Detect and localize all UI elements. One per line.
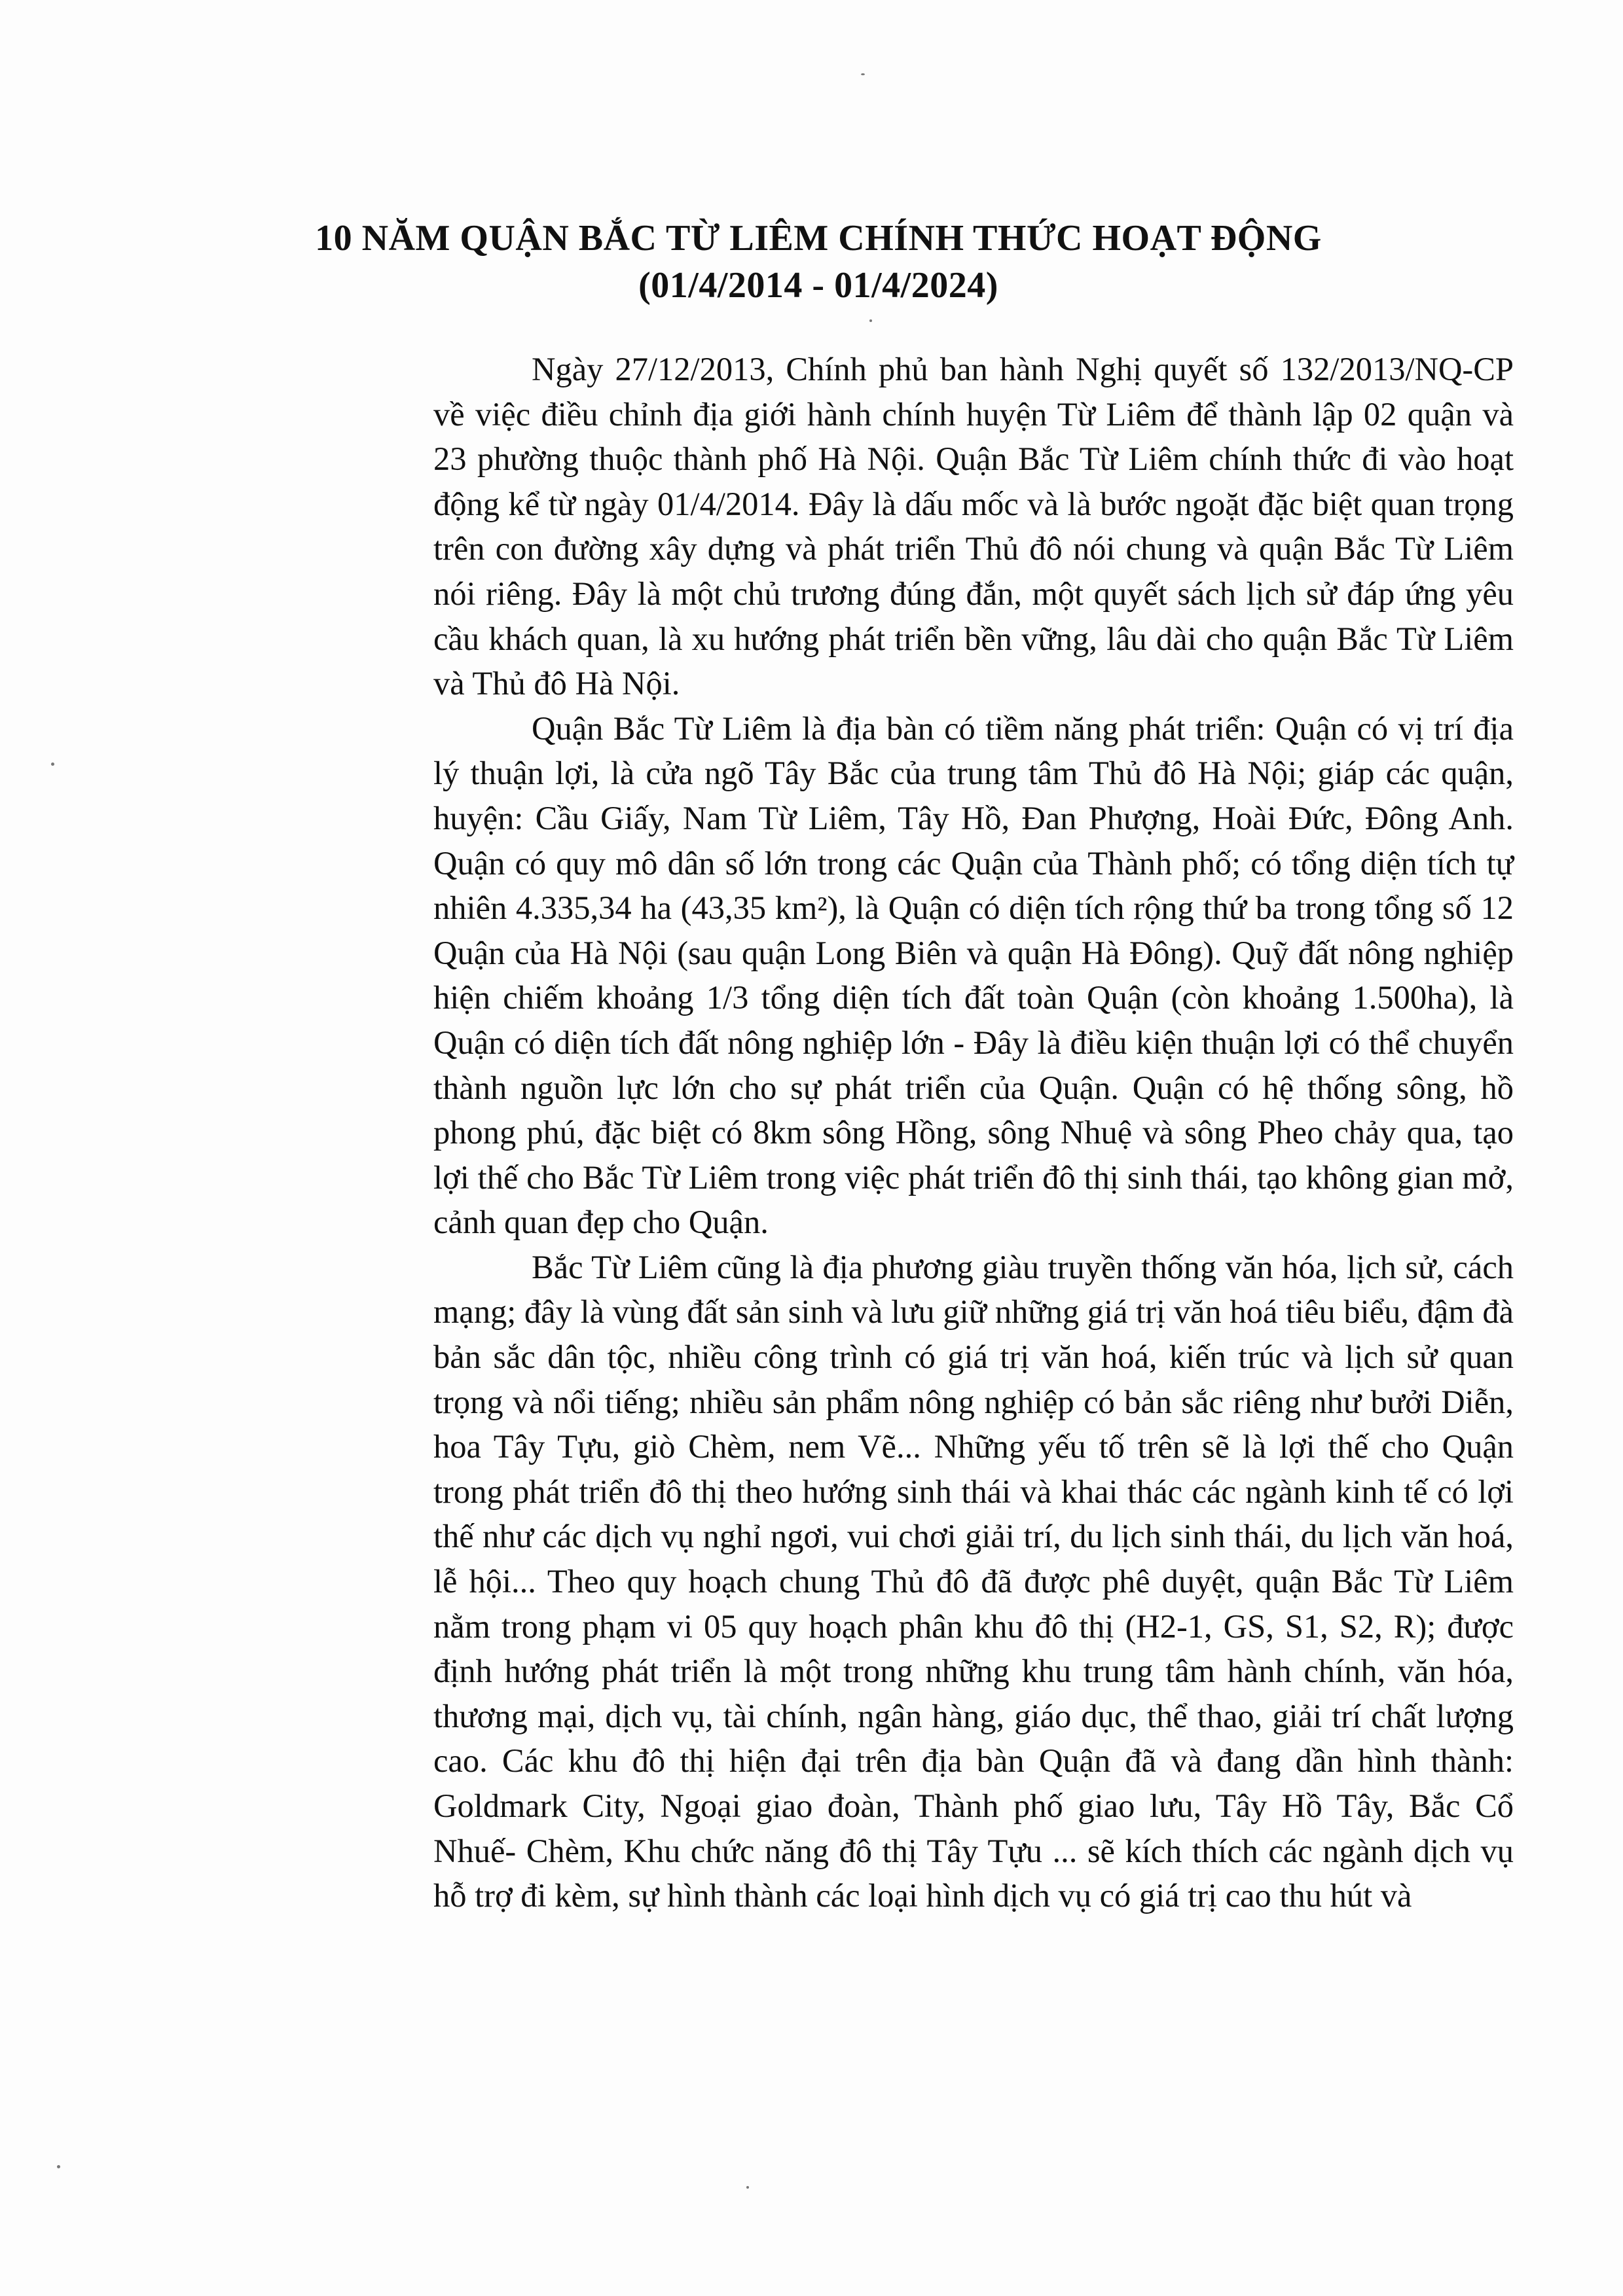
scan-speck	[861, 73, 865, 75]
paragraph-1: Ngày 27/12/2013, Chính phủ ban hành Nghị quyết số 132/2013/NQ-CP về việc điều chỉnh địa giới hành chính huyện Từ Liêm để thành lập 02 quận và 23 phường thuộc thành phố Hà Nội. Quận Bắc Từ Liêm chính thức đi vào hoạt động kể từ ngày 01/4/2014. Đây là dấu mốc và là bước ngoặt đặc biệt quan trọng trên con đường xây dựng và phát triển Thủ đô nói chung và quận Bắc Từ Liêm nói riêng. Đây là một chủ trương đúng đắn, một quyết sách lịch sử đáp ứng yêu cầu khách quan, là xu hướng phát triển bền vững, lâu dài cho quận Bắc Từ Liêm và Thủ đô Hà Nội.	[433, 351, 1514, 702]
document-title: 10 NĂM QUẬN BẮC TỪ LIÊM CHÍNH THỨC HOẠT ĐỘNG	[315, 218, 1322, 259]
document-subtitle-dates: (01/4/2014 - 01/4/2024)	[638, 265, 998, 306]
scan-speck	[57, 2165, 60, 2168]
document-body	[433, 347, 1514, 1918]
paragraph-2: Quận Bắc Từ Liêm là địa bàn có tiềm năng phát triển: Quận có vị trí địa lý thuận lợi, là cửa ngõ Tây Bắc của trung tâm Thủ đô Hà Nội; giáp các quận, huyện: Cầu Giấy, Nam Từ Liêm, Tây Hồ, Đan Phượng, Hoài Đức, Đông Anh. Quận có quy mô dân số lớn trong các Quận của Thành phố; có tổng diện tích tự nhiên 4.335,34 ha (43,35 km²), là Quận có diện tích rộng thứ ba trong tổng số 12 Quận của Hà Nội (sau quận Long Biên và quận Hà Đông). Quỹ đất nông nghiệp hiện chiếm khoảng 1/3 tổng diện tích đất toàn Quận (còn khoảng 1.500ha), là Quận có diện tích đất nông nghiệp lớn - Đây là điều kiện thuận lợi có thể chuyển thành nguồn lực lớn cho sự phát triển của Quận. Quận có hệ thống sông, hồ phong phú, đặc biệt có 8km sông Hồng, sông Nhuệ và sông Pheo chảy qua, tạo lợi thế cho Bắc Từ Liêm trong việc phát triển đô thị sinh thái, tạo không gian mở, cảnh quan đẹp cho Quận.	[433, 709, 1514, 1241]
paragraph-3: Bắc Từ Liêm cũng là địa phương giàu truyền thống văn hóa, lịch sử, cách mạng; đây là vùng đất sản sinh và lưu giữ những giá trị văn hoá tiêu biểu, đậm đà bản sắc dân tộc, nhiều công trình có giá trị văn hoá, kiến trúc và lịch sử quan trọng và nổi tiếng; nhiều sản phẩm nông nghiệp có bản sắc riêng như bưởi Diễn, hoa Tây Tựu, giò Chèm, nem Vẽ... Những yếu tố trên sẽ là lợi thế cho Quận trong phát triển đô thị theo hướng sinh thái và khai thác các ngành kinh tế có lợi thế như các dịch vụ nghỉ ngơi, vui chơi giải trí, du lịch sinh thái, du lịch văn hoá, lễ hội... Theo quy hoạch chung Thủ đô đã được phê duyệt, quận Bắc Từ Liêm nằm trong phạm vi 05 quy hoạch phân khu đô thị (H2-1, GS, S1, S2, R); được định hướng phát triển là một trong những khu trung tâm hành chính, văn hóa, thương mại, dịch vụ, tài chính, ngân hàng, giáo dục, thể thao, giải trí chất lượng cao. Các khu đô thị hiện đại trên địa bàn Quận đã và đang dần hình thành: Goldmark City, Ngoại giao đoàn, Thành phố giao lưu, Tây Hồ Tây, Bắc Cổ Nhuế- Chèm, Khu chức năng đô thị Tây Tựu ... sẽ kích thích các ngành dịch vụ hỗ trợ đi kèm, sự hình thành các loại hình dịch vụ có giá trị cao thu hút và	[433, 1248, 1514, 1914]
scan-speck	[51, 762, 54, 766]
scan-speck	[746, 2186, 749, 2189]
scan-speck	[869, 319, 872, 322]
